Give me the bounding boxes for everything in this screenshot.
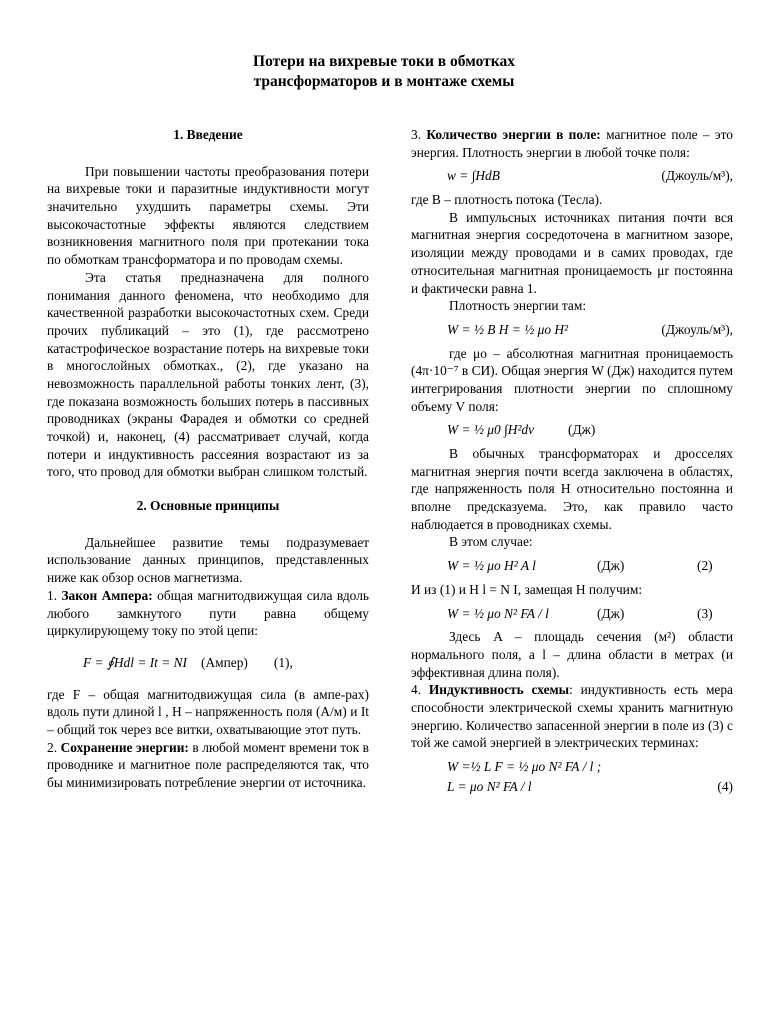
equation-1: [47, 654, 369, 672]
term-bold: Закон Ампера:: [61, 587, 153, 603]
equation-2: [411, 557, 733, 575]
section-heading-principles: 2. Основные принципы: [136, 498, 280, 514]
section-heading-intro: 1. Введение: [173, 127, 243, 142]
list-number: 3.: [411, 127, 427, 142]
paragraph: Эта статья предназначена для полного понимания данного феномена, что необходимо для качественной разработки высокочастотных схем. Среди прочих публикаций – это (1), где рассмотрено катастрофическое возрастание потерь на вихревые токи в многослойных обмотках., (2), где указано на невозможность параллельной работы тонких лент, (3), где показана возможность больших потерь в пассивных проводниках (экраны Фарадея и обмотки со средней точкой) и, наконец, (4) рассматривает случай, когда потери и индуктивность рассеяния возрастают из за того, что провод для обмотки выбран слишком толстый.: [47, 269, 369, 480]
spacer: [47, 640, 369, 648]
paragraph-text: в любой момент времени ток в проводнике и магнитное поле распределяются так, что бы минимизировать потребление энергии от источника.: [47, 739, 369, 790]
equation-formula: W = ½ μo H² A l: [447, 558, 536, 574]
paragraph-energy-conservation: [47, 739, 369, 792]
paragraph: Здесь A – площадь сечения (м²) области нормального поля, а l – длина области в метрах (и эффективная длина поля).: [411, 629, 733, 680]
equation-4b: [411, 778, 733, 796]
equation-unit: (Джоуль/м³),: [661, 321, 733, 337]
paragraph: Плотность энергии там:: [449, 298, 587, 314]
equation-number: (4): [717, 778, 733, 794]
paragraph: В импульсных источниках питания почти вся магнитная энергия сосредоточена в магнитном зазоре, изоляции между проводами и в самих проводах, где относительная магнитная проницаемость μr постоянна и фактически равна 1.: [411, 209, 733, 296]
equation-unit: (Дж): [568, 422, 596, 438]
list-number: 2.: [47, 739, 61, 755]
equation-unit: (Дж): [597, 605, 625, 621]
term-bold: Количество энергии в поле:: [426, 127, 601, 142]
equation-total-energy: [411, 421, 733, 439]
equation-number: (1),: [273, 654, 293, 670]
equation-energy-density-2: [411, 321, 733, 339]
equation-formula: W =½ L F = ½ μo N² FA / l ;: [447, 759, 602, 774]
right-column: [411, 126, 733, 801]
paragraph: Дальнейшее развитие темы подразумевает использование данных принципов, представленных ниже как обзор основ магнетизма.: [47, 534, 369, 586]
list-number: 4.: [411, 682, 429, 698]
paragraph: При повышении частоты преобразования потери на вихревые токи и паразитные индуктивности могут значительно ухудшить параметры схемы. Эти высокочастотные эффекты являются следствием возникновения магнитного поля при протекании тока по обмоткам трансформатора и по проводам схемы.: [47, 163, 369, 268]
equation-formula: L = μo N² FA / l: [447, 778, 532, 794]
paragraph: где F – общая магнитодвижущая сила (в ампе-рах) вдоль пути длиной l , H – напряженность поля (А/м) и It – общий ток через все витки, охватывающие этот путь.: [47, 686, 369, 737]
equation-formula: w = ∫HdB: [447, 168, 500, 184]
equation-formula: W = ½ B H = ½ μo H²: [447, 321, 569, 337]
paragraph-inductance: [411, 681, 733, 752]
equation-unit: (Джоуль/м³),: [661, 168, 733, 184]
list-number: 1.: [47, 587, 62, 603]
paragraph: В этом случае:: [449, 534, 533, 550]
equation-formula: W = ½ μ0 ∫H²dv: [447, 422, 535, 438]
title-line-2: трансформаторов и в монтаже схемы: [253, 73, 515, 91]
equation-formula: F = ∮Hdl = It = NI: [83, 654, 188, 670]
paragraph-ampere-law: [47, 587, 369, 640]
equation-3: [411, 605, 733, 623]
paragraph-field-energy: [411, 126, 733, 161]
equation-unit: (Ампер): [201, 654, 248, 670]
paragraph-text: магнитное поле – это энергия. Плотность энергии в любой точке поля:: [411, 127, 734, 160]
equation-formula: W = ½ μo N² FA / l: [447, 605, 549, 621]
equation-number: (3): [697, 605, 713, 621]
equation-energy-density: [411, 167, 733, 185]
equation-4a: [411, 758, 733, 776]
left-column: [47, 126, 369, 792]
paragraph: где B – плотность потока (Тесла).: [411, 192, 603, 208]
title-line-1: Потери на вихревые токи в обмотках: [253, 53, 515, 70]
paragraph: где μo – абсолютная магнитная проницаемость (4π·10⁻⁷ в СИ). Общая энергия W (Дж) находится путем интегрирования плотности энергии по сплошному объему V поля:: [411, 345, 733, 414]
paragraph-text: общая магнитодвижущая сила вдоль любого замкнутого пути равна общему циркулирующему току по этой цепи:: [47, 587, 369, 639]
paper-title: [0, 52, 768, 92]
term-bold: Сохранение энергии:: [60, 739, 189, 755]
term-bold: Индуктивность схемы: [428, 682, 570, 698]
spacer: [47, 678, 369, 686]
paragraph: В обычных трансформаторах и дросселях магнитная энергия почти всегда заключена в областях, где напряженность поля H относительно постоянна и вполне предсказуема. Это, как правило часто наблюдается в проводниках схемы.: [411, 446, 733, 532]
paragraph-text: : индуктивность есть мера способности электрической схемы хранить магнитную энергию. Количество запасенной энергии в поле из (3) с той же самой энергией в электрических терминах:: [411, 682, 733, 751]
paragraph: И из (1) и H l = N I, замещая H получим:: [411, 581, 643, 597]
equation-number: (2): [697, 558, 713, 574]
equation-unit: (Дж): [597, 558, 625, 574]
